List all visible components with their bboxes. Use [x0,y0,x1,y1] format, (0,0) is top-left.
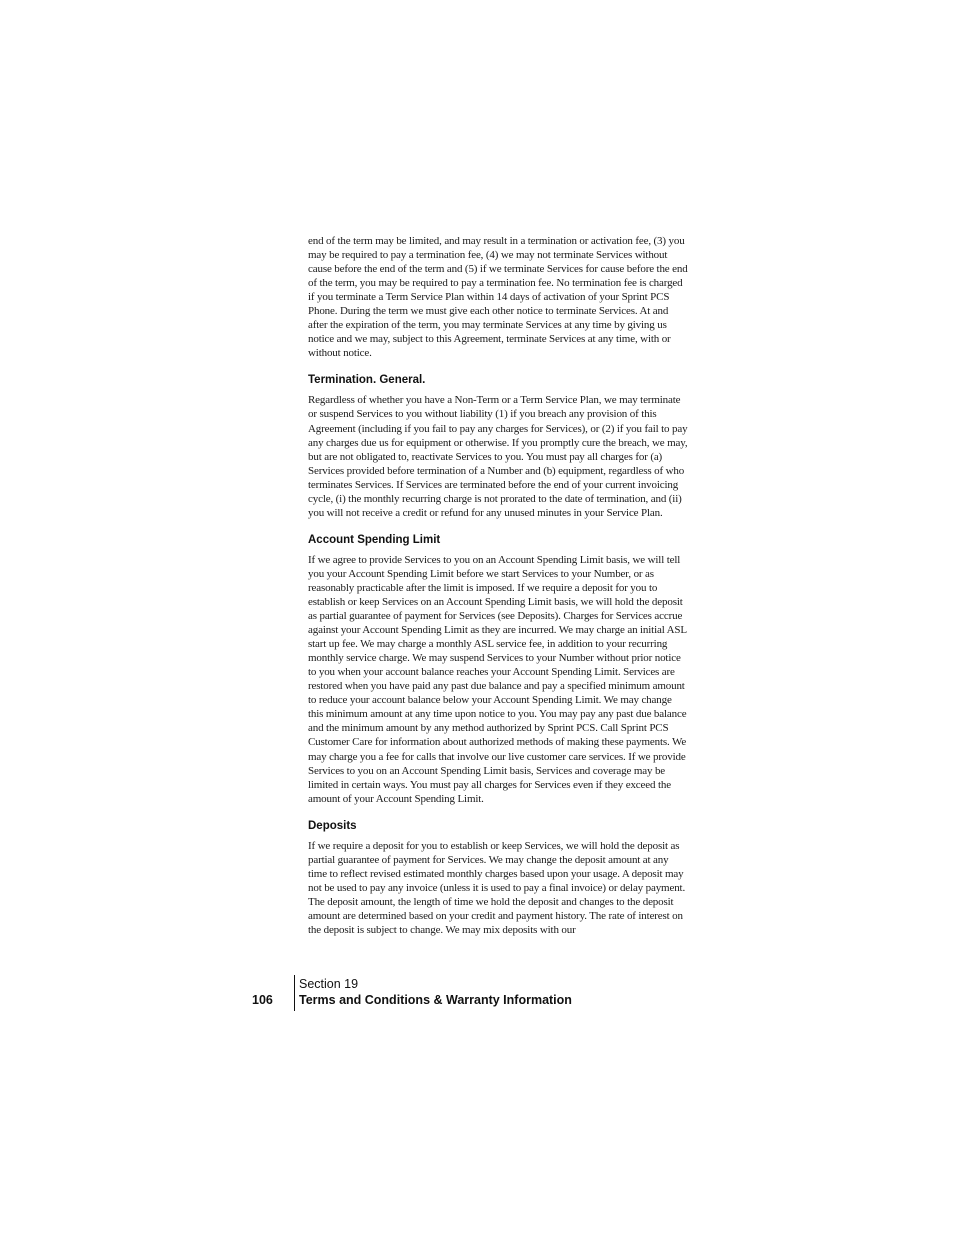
section-label: Section 19 [299,977,359,991]
heading-account-spending-limit: Account Spending Limit [308,533,441,546]
paragraph-account-spending-limit: If we agree to provide Services to you on an Account Spending Limit basis, we will tell you your Account Spending Limit before we start Services to your Number, or as reasonably practicable after the limit is imposed. If we require a deposit for you to establish or keep Services on an Account Spending Limit basis, we will hold the deposit as partial guarantee of payment for Services (see Deposits). Charges for Services accrue against your Account Spending Limit as they are incurred. We may charge an initial ASL start up fee. We may charge a monthly ASL service fee, in addition to your recurring monthly service charge. We may suspend Services to your Number without prior notice to you when your account balance reaches your Account Spending Limit. Services are restored when you have paid any past due balance and pay a specified minimum amount to reduce your account balance below your Account Spending Limit. We may change this minimum amount at any time upon notice to you. You may pay any past due balance and the minimum amount by any method authorized by Sprint PCS. Call Sprint PCS Customer Care for information about authorized methods of making these payments. We may charge you a fee for calls that involve our live customer care services. If we provide Services to you on an Account Spending Limit basis, Services and coverage may be limited in certain ways. You must pay all charges for Services even if they exceed the amount of your Account Spending Limit. [308,553,687,805]
page-footer [252,975,672,1011]
footer-divider [294,975,295,1011]
intro-paragraph: end of the term may be limited, and may result in a termination or activation fee, (3) you may be required to pay a termination fee, (4) we may not terminate Services without cause before the end of the term and (5) if we terminate Services for cause before the end of the term, you may be required to pay a termination fee. No termination fee is charged if you terminate a Term Service Plan within 14 days of activation of your Sprint PCS Phone. During the term we must give each other notice to terminate Services. At and after the expiration of the term, you may terminate Services at any time by giving us notice and we may, subject to this Agreement, terminate Services at any time, with or without notice. [308,235,688,360]
page-number: 106 [252,993,273,1007]
paragraph-termination-general: Regardless of whether you have a Non-Term or a Term Service Plan, we may terminate or suspend Services to you without liability (1) if you breach any provision of this Agreement (including if you fail to pay any charges for Services), or (2) if you fail to pay any charges due us for equipment or otherwise. If you promptly cure the breach, we may, but are not obligated to, reactivate Services to you. You must pay all charges for (a) Services provided before termination of a Number and (b) equipment, regardless of who terminates Services. If Services are terminated before the end of your current invoicing cycle, (i) the monthly recurring charge is not prorated to the date of termination, and (ii) you will not receive a credit or refund for any unused minutes in your Service Plan. [308,394,688,519]
heading-termination-general: Termination. General. [308,374,426,387]
document-body [308,234,688,937]
section-title: Terms and Conditions & Warranty Information [299,993,572,1007]
heading-deposits: Deposits [308,819,357,832]
paragraph-deposits: If we require a deposit for you to establish or keep Services, we will hold the deposit as partial guarantee of payment for Services. We may change the deposit amount at any time to reflect revised estimated monthly charges based upon your usage. A deposit may not be used to pay any invoice (unless it is used to pay a final invoice) or delay payment. The deposit amount, the length of time we hold the deposit and changes to the deposit amount are determined based on your credit and payment history. The rate of interest on the deposit is subject to change. We may mix deposits with our [308,839,686,936]
